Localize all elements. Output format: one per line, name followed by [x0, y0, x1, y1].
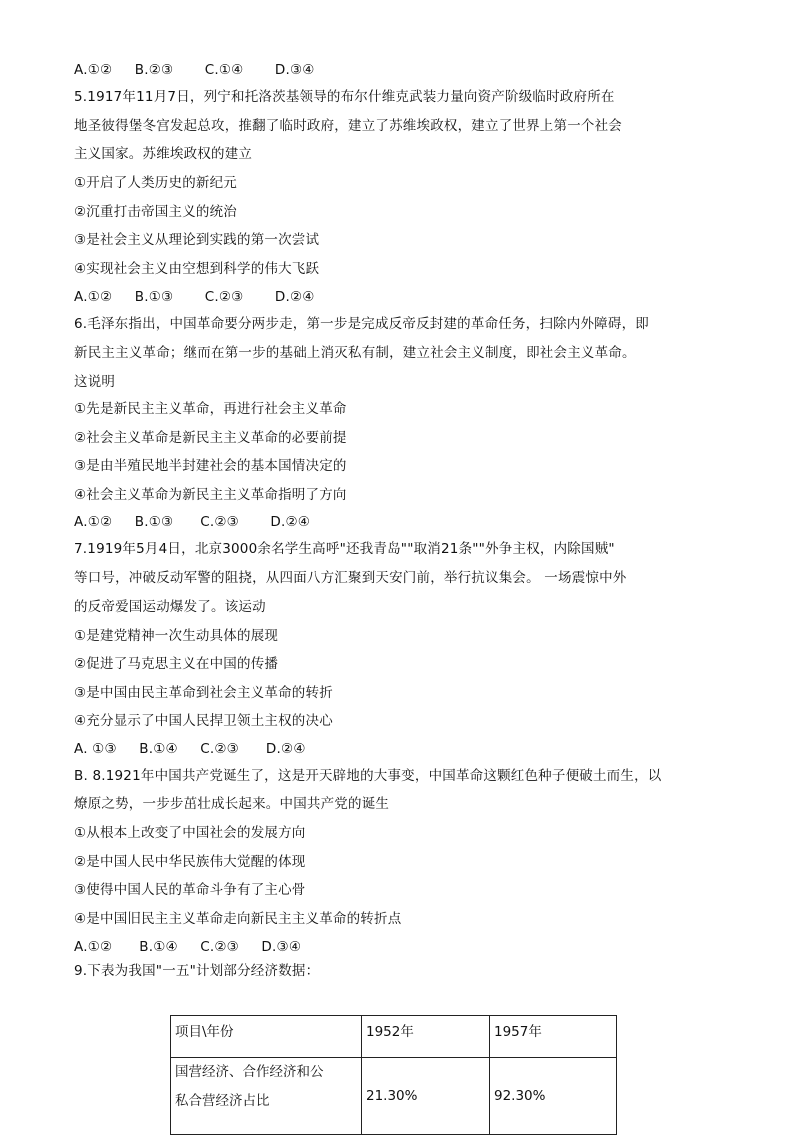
q6-option-4: ④社会主义革命为新民主主义革命指明了方向: [74, 487, 347, 503]
q8-answer-options: A.①② B.①④ C.②③ D.③④: [74, 939, 302, 955]
q5-stem-line-3: 主义国家。苏维埃政权的建立: [74, 146, 253, 162]
q7-answer-options: A. ①③ B.①④ C.②③ D.②④: [74, 741, 306, 757]
q9-stem: 9.下表为我国"一五"计划部分经济数据：: [74, 963, 320, 979]
q5-option-2: ②沉重打击帝国主义的统治: [74, 204, 238, 220]
table-header-row: [171, 1016, 617, 1058]
q8-option-2: ②是中国人民中华民族伟大觉醒的体现: [74, 854, 306, 870]
q8-stem-line-2: 燎原之势，一步步茁壮成长起来。中国共产党的诞生: [74, 796, 390, 812]
q6-option-3: ③是由半殖民地半封建社会的基本国情决定的: [74, 458, 347, 474]
q8-stem-line-1: B. 8.1921年中国共产党诞生了，这是开天辟地的大事变，中国革命这颗红色种子便破土而生，以: [74, 768, 662, 784]
table-header-cell: 1957年: [490, 1016, 617, 1058]
q6-answer-options: A.①② B.①③ C.②③ D.②④: [74, 514, 311, 530]
q5-stem-line-2: 地圣彼得堡冬宫发起总攻，推翻了临时政府，建立了苏维埃政权，建立了世界上第一个社会: [74, 118, 622, 134]
table-cell: 21.30%: [362, 1058, 490, 1135]
table-header-cell: 项目\年份: [171, 1016, 362, 1058]
table-row-label-line: 私合营经济占比: [175, 1093, 270, 1109]
table-cell: 92.30%: [490, 1058, 617, 1135]
q5-option-1: ①开启了人类历史的新纪元: [74, 175, 238, 191]
q5-answer-options: A.①② B.①③ C.②③ D.②④: [74, 289, 315, 305]
q6-stem-line-2: 新民主主义革命；继而在第一步的基础上消灭私有制，建立社会主义制度，即社会主义革命。: [74, 345, 636, 361]
q4-answer-options: A.①② B.②③ C.①④ D.③④: [74, 62, 315, 78]
q8-option-1: ①从根本上改变了中国社会的发展方向: [74, 825, 306, 841]
q8-option-4: ④是中国旧民主主义革命走向新民主主义革命的转折点: [74, 911, 402, 927]
q7-option-2: ②促进了马克思主义在中国的传播: [74, 656, 279, 672]
q6-option-1: ①先是新民主主义革命，再进行社会主义革命: [74, 401, 347, 417]
q7-option-3: ③是中国由民主革命到社会主义革命的转折: [74, 685, 333, 701]
q6-option-2: ②社会主义革命是新民主主义革命的必要前提: [74, 430, 347, 446]
q6-stem-line-3: 这说明: [74, 374, 116, 390]
q7-stem-line-2: 等口号，冲破反动军警的阻挠，从四面八方汇聚到天安门前，举行抗议集会。 一场震惊中外: [74, 570, 627, 586]
q7-option-1: ①是建党精神一次生动具体的展现: [74, 628, 279, 644]
q7-option-4: ④充分显示了中国人民捍卫领土主权的决心: [74, 713, 333, 729]
table-row-label-line: 国营经济、合作经济和公: [175, 1064, 324, 1080]
q7-stem-line-1: 7.1919年5月4日，北京3000余名学生高呼"还我青岛""取消21条""外争主权，内除国贼": [74, 541, 615, 557]
q6-stem-line-1: 6.毛泽东指出，中国革命要分两步走，第一步是完成反帝反封建的革命任务，扫除内外障碍，即: [74, 316, 649, 332]
economic-data-table: [170, 1015, 617, 1135]
q5-stem-line-1: 5.1917年11月7日，列宁和托洛茨基领导的布尔什维克武装力量向资产阶级临时政府所在: [74, 89, 615, 105]
q7-stem-line-3: 的反帝爱国运动爆发了。该运动: [74, 599, 266, 615]
q8-option-3: ③使得中国人民的革命斗争有了主心骨: [74, 882, 306, 898]
q5-option-4: ④实现社会主义由空想到科学的伟大飞跃: [74, 261, 320, 277]
table-header-cell: 1952年: [362, 1016, 490, 1058]
q5-option-3: ③是社会主义从理论到实践的第一次尝试: [74, 232, 320, 248]
